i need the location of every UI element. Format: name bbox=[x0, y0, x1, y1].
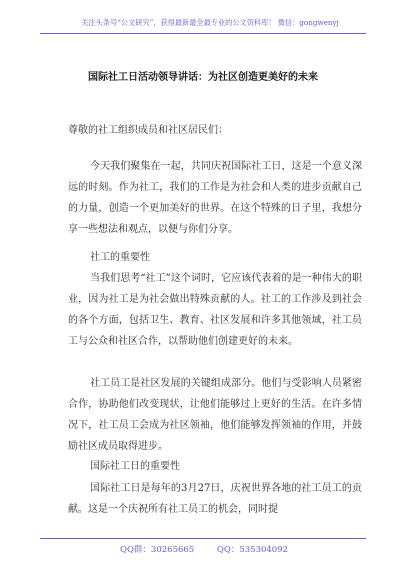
paragraph-3: 社工员工是社区发展的关键组成部分。他们与受影响人员紧密合作，协助他们改变现状，让他们能够过上更好的生活。在许多情况下，社工员工会成为社区领袖，他们能够发挥领袖的作用，并鼓励社区成员取得进步。 bbox=[68, 378, 362, 452]
paragraph-2: 当我们思考“社工”这个词时，它应该代表着的是一种伟大的职业，因为社工是为社会做出特殊贡献的人。社工的工作涉及到社会的各个方面，包括卫生、教育、社区发展和许多其他领域，社工员工与公众和社区合作，以帮助他们创建更好的未来。 bbox=[68, 273, 362, 347]
salutation: 尊敬的社工组织成员和社区居民们： bbox=[68, 125, 228, 136]
header-note: 关注头条号“公文研究”，获得最新最全最专业的公文资料库！ 微信：gongwenyj bbox=[81, 18, 339, 27]
section-heading-importance-of-social-work: 社工的重要性 bbox=[90, 252, 150, 263]
footer-contact bbox=[120, 543, 320, 555]
footer-qq: QQ：535304092 bbox=[216, 545, 289, 555]
document-title: 国际社工日活动领导讲话：为社区创造更美好的未来 bbox=[88, 72, 318, 83]
section-heading-importance-of-day: 国际社工日的重要性 bbox=[90, 461, 180, 472]
paragraph-4: 国际社工日是每年的3月27日，庆祝世界各地的社工员工的贡献。这是一个庆祝所有社工员工的机会，同时提 bbox=[68, 483, 362, 515]
footer-qq-group: QQ群：30265665 bbox=[120, 545, 195, 555]
footer-divider bbox=[40, 538, 366, 539]
header-divider bbox=[40, 33, 366, 34]
paragraph-1: 今天我们聚集在一起，共同庆祝国际社工日，这是一个意义深远的时刻。作为社工，我们的工作是为社会和人类的进步贡献自己的力量，创造一个更加美好的世界。在这个特殊的日子里，我想分享一些想法和观点，以便与你们分享。 bbox=[68, 161, 362, 235]
